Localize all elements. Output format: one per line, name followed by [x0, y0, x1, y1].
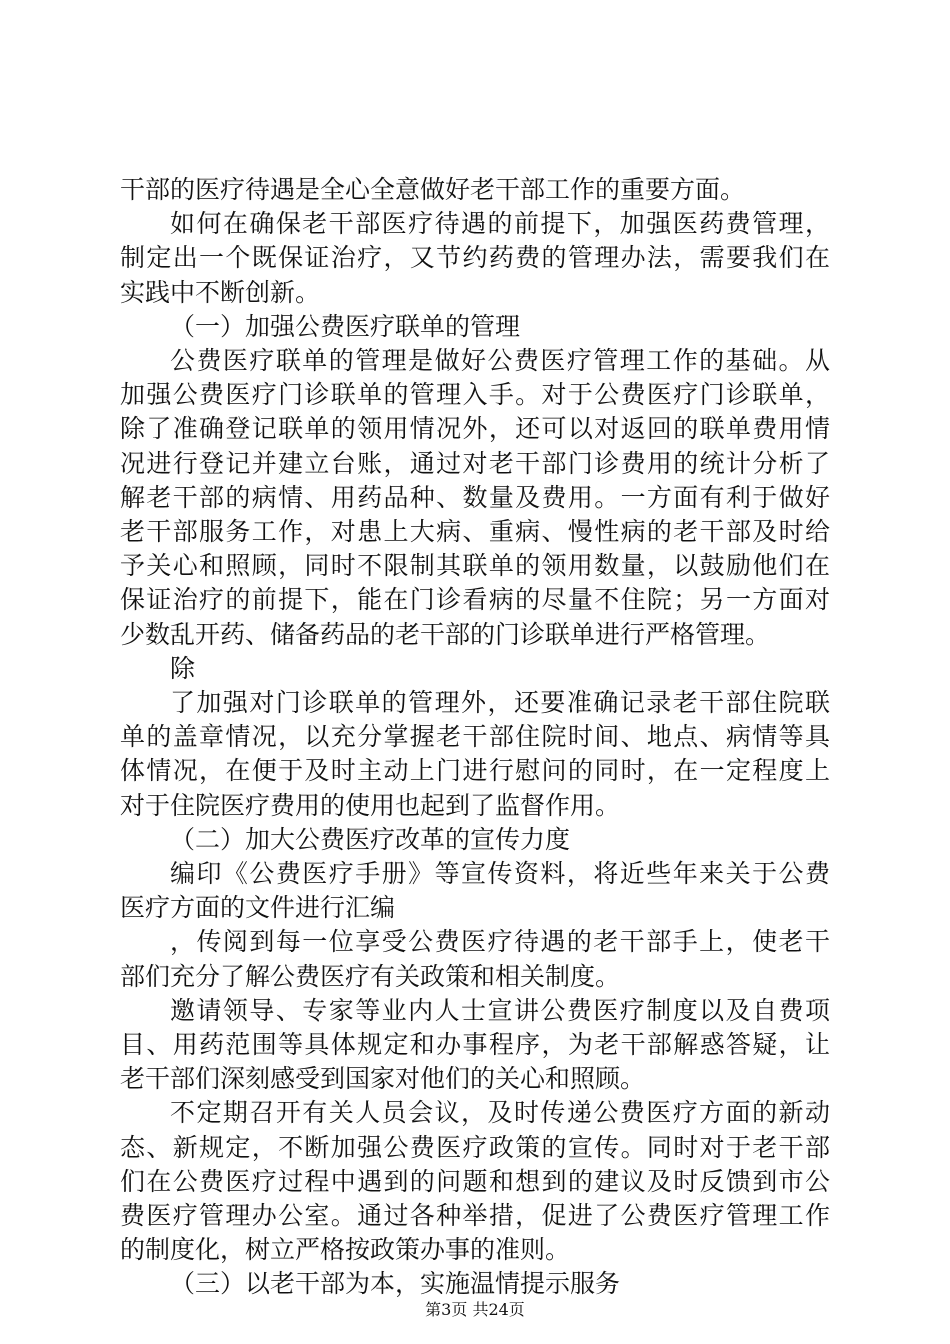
text-line: 老干部们深刻感受到国家对他们的关心和照顾。: [120, 1064, 646, 1094]
text-line: 如何在确保老干部医疗待遇的前提下，加强医药费管理，: [170, 209, 830, 239]
text-line: 制定出一个既保证治疗，又节约药费的管理办法，需要我们在: [120, 243, 830, 273]
text-line: 费医疗管理办公室。通过各种举措，促进了公费医疗管理工作: [120, 1201, 830, 1230]
text-line: 态、新规定，不断加强公费医疗政策的宣传。同时对于老干部: [120, 1132, 830, 1162]
text-line: 除了准确登记联单的领用情况外，还可以对返回的联单费用情: [120, 414, 830, 444]
text-line: 不定期召开有关人员会议，及时传递公费医疗方面的新动: [170, 1098, 830, 1128]
text-line: 部们充分了解公费医疗有关政策和相关制度。: [120, 961, 621, 991]
text-line: 们在公费医疗过程中遇到的问题和想到的建议及时反馈到市公: [120, 1166, 830, 1196]
text-line: 了加强对门诊联单的管理外，还要准确记录老干部住院联: [170, 688, 830, 717]
text-line: ，传阅到每一位享受公费医疗待遇的老干部手上，使老干: [170, 927, 830, 957]
page-number: 第3页 共24页: [425, 1300, 525, 1319]
section-heading: （一）加强公费医疗联单的管理: [170, 311, 521, 341]
text-line: 目、用药范围等具体规定和办事程序，为老干部解惑答疑，让: [120, 1030, 830, 1059]
text-line: 加强公费医疗门诊联单的管理入手。对于公费医疗门诊联单，: [120, 380, 830, 410]
text-line: 对于住院医疗费用的使用也起到了监督作用。: [120, 790, 621, 820]
text-line: 少数乱开药、储备药品的老干部的门诊联单进行严格管理。: [120, 619, 771, 649]
text-line: 邀请领导、专家等业内人士宣讲公费医疗制度以及自费项: [170, 995, 830, 1025]
text-line: 医疗方面的文件进行汇编: [120, 893, 396, 923]
text-line: 的制度化，树立严格按政策办事的准则。: [120, 1235, 571, 1265]
text-line: 单的盖章情况，以充分掌握老干部住院时间、地点、病情等具: [120, 722, 830, 752]
text-line: 编印《公费医疗手册》等宣传资料，将近些年来关于公费: [170, 859, 830, 888]
text-line: 予关心和照顾，同时不限制其联单的领用数量，以鼓励他们在: [120, 551, 830, 581]
text-line: 公费医疗联单的管理是做好公费医疗管理工作的基础。从: [170, 346, 830, 375]
page-footer: [0, 1300, 950, 1320]
section-heading: （三）以老干部为本，实施温情提示服务: [170, 1269, 621, 1299]
text-line: 老干部服务工作，对患上大病、重病、慢性病的老干部及时给: [120, 517, 830, 546]
section-heading: （二）加大公费医疗改革的宣传力度: [170, 824, 571, 854]
text-line: 解老干部的病情、用药品种、数量及费用。一方面有利于做好: [120, 482, 830, 512]
text-line: 保证治疗的前提下，能在门诊看病的尽量不住院；另一方面对: [120, 585, 830, 615]
text-line: 实践中不断创新。: [120, 277, 321, 307]
text-line: 体情况，在便于及时主动上门进行慰问的同时，在一定程度上: [120, 756, 830, 786]
text-line: 况进行登记并建立台账，通过对老干部门诊费用的统计分析了: [120, 448, 830, 478]
text-line: 干部的医疗待遇是全心全意做好老干部工作的重要方面。: [120, 175, 746, 204]
text-line: 除: [170, 653, 196, 683]
